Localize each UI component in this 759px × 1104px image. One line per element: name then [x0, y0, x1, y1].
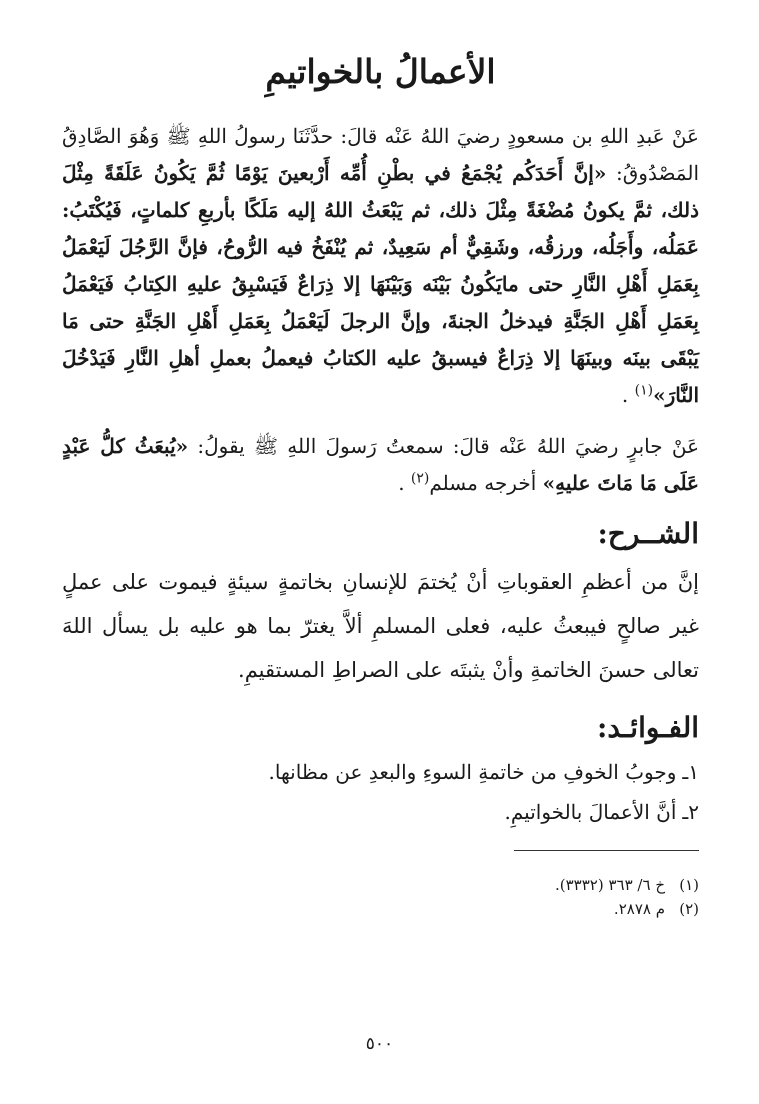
- page-title: الأعمالُ بالخواتيمِ: [265, 52, 496, 91]
- hadith-2: [62, 428, 699, 502]
- hadith-1-intro: عَنْ عَبدِ اللهِ بن مسعودٍ رضيَ اللهُ عَنْه قالَ: حدَّثَنَا رسولُ اللهِ ﷺ وَهُوَ الصَّادِقُ المَصْدُوقُ:: [62, 124, 700, 185]
- fawaid-item-number: ٢ـ: [682, 800, 699, 824]
- footnote-text: خ ٦/ ٣٦٣ (٣٣٣٢).: [555, 876, 665, 894]
- hadith-2-intro: عَنْ جابرٍ رضيَ اللهُ عَنْه قالَ: سمعتُ رَسولَ اللهِ ﷺ يقولُ:: [197, 434, 699, 458]
- fawaid-heading: الفـوائـد:: [597, 711, 699, 744]
- hadith-1: [62, 118, 699, 414]
- page-number: ٥٠٠: [365, 1034, 394, 1054]
- footnote-number: (٢): [679, 900, 699, 918]
- hadith-1-end: .: [621, 383, 629, 407]
- footnote-number: (١): [679, 876, 699, 894]
- fawaid-item: [62, 752, 699, 792]
- sharh-text: إنَّ من أعظمِ العقوباتِ أنْ يُختمَ للإنسانِ بخاتمةٍ سيئةٍ فيموت على عملٍ غير صالحٍ فيبعثُ عليه، فعلى المسلمِ ألاَّ يغترّ بما هو عليه بل يسأل اللهَ تعالى حسنَ الخاتمةِ وأنْ يثبتَه على الصراطِ المستقيمِ.: [62, 570, 699, 682]
- hadith-2-quote: «يُبعَثُ كلُّ عَبْدٍ عَلَى مَا مَاتَ عليهِ»: [62, 434, 699, 495]
- hadith-2-source: أخرجه مسلم: [429, 471, 537, 495]
- fawaid-item-text: وجوبُ الخوفِ من خاتمةِ السوءِ والبعدِ عن مظانها.: [268, 760, 677, 784]
- sharh-heading: الشــرح:: [597, 517, 699, 550]
- footnote-separator: [514, 850, 699, 851]
- footnote-2: [62, 897, 699, 921]
- hadith-2-end: .: [398, 471, 405, 495]
- footnote-ref-1[interactable]: (١): [634, 382, 654, 399]
- footnote-1: [62, 873, 699, 897]
- fawaid-item-text: أنَّ الأعمالَ بالخواتيمِ.: [504, 800, 677, 824]
- fawaid-item: [62, 792, 699, 832]
- footnote-ref-2[interactable]: (٢): [410, 470, 430, 487]
- fawaid-item-number: ١ـ: [682, 760, 699, 784]
- footnote-text: م ٢٨٧٨.: [613, 900, 665, 918]
- fawaid-list: [62, 752, 699, 832]
- hadith-1-quote: «إنَّ أَحَدَكُم يُجْمَعُ في بطْنِ أُمِّه أَرْبعينَ يَوْمًا ثُمَّ يَكُونُ عَلَقَةً مِثْلَ ذلك، ثمَّ يكونُ مُضْغَةً مِثْلَ ذلك، ثم يَبْعَثُ اللهُ إليه مَلَكًا بأربعِ كلماتٍ، فَيُكْتَبُ: عَمَلُه، وأَجَلُه، ورزقُه، وشَقِيٌّ أم سَعِيدٌ، ثم يُنْفَخُ فيه الرُّوحُ، فإنَّ الرَّجُلَ لَيَعْمَلُ بِعَمَلِ أَهْلِ النَّارِ حتى مايَكُونُ بَيْنَه وَبَيْنَهَا إلا ذِرَاعٌ فَيَسْبِقُ عليهِ الكِتابُ فَيَعْمَلُ بِعَمَلِ أَهْلِ الجَنَّةِ فيدخلُ الجنةَ، وإنَّ الرجلَ لَيَعْمَلُ بِعَمَلِ أَهْلِ الجَنَّةِ حتى مَا يَبْقَى بينَه وبينَهَا إلا ذِرَاعٌ فيسبقُ عليه الكتابُ فيعملُ بعملِ أهلِ النَّارِ فَيَدْخُلَ النَّارَ»: [62, 161, 699, 407]
- footnotes: [62, 873, 699, 921]
